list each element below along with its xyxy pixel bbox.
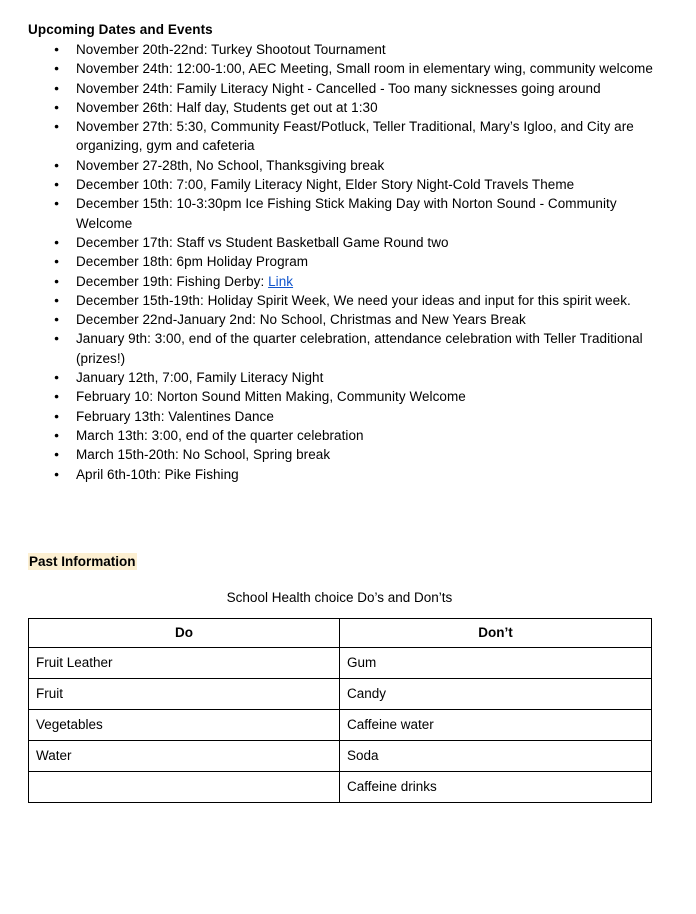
event-list-item xyxy=(28,291,668,310)
event-text: April 6th-10th: Pike Fishing xyxy=(76,466,239,482)
event-list-item xyxy=(28,465,668,484)
table-cell-do: Water xyxy=(29,740,340,771)
event-text: February 13th: Valentines Dance xyxy=(76,408,274,424)
table-header-row xyxy=(29,618,652,647)
event-text: November 24th: Family Literacy Night - Cancelled - Too many sicknesses going around xyxy=(76,80,601,96)
event-list-item xyxy=(28,194,668,233)
table-header-do: Do xyxy=(29,618,340,647)
event-list-item xyxy=(28,252,668,271)
fishing-derby-link[interactable]: Link xyxy=(268,273,294,289)
event-text: November 24th: 12:00-1:00, AEC Meeting, Small room in elementary wing, community welcome xyxy=(76,61,653,77)
past-information-heading-text: Past Information xyxy=(29,553,136,569)
event-list-item xyxy=(28,175,668,194)
event-list-item xyxy=(28,59,668,78)
event-text: December 15th: 10-3:30pm Ice Fishing Stick Making Day with Norton Sound - Community Welcome xyxy=(76,196,617,231)
event-text: December 15th-19th: Holiday Spirit Week, We need your ideas and input for this spirit week. xyxy=(76,292,631,308)
table-header-dont: Don’t xyxy=(340,618,652,647)
event-list-item xyxy=(28,40,668,59)
table-row xyxy=(29,740,652,771)
event-list-item xyxy=(28,98,668,117)
upcoming-events-list xyxy=(28,40,668,484)
table-cell-dont: Caffeine drinks xyxy=(340,771,652,802)
event-text: March 13th: 3:00, end of the quarter celebration xyxy=(76,427,364,443)
event-text: January 9th: 3:00, end of the quarter celebration, attendance celebration with Teller Traditional (prizes!) xyxy=(76,331,643,366)
event-text: November 26th: Half day, Students get out at 1:30 xyxy=(76,99,378,115)
event-list-item xyxy=(28,272,668,291)
event-list-item xyxy=(28,310,668,329)
event-list-item xyxy=(28,387,668,406)
event-text: December 18th: 6pm Holiday Program xyxy=(76,254,309,270)
table-caption: School Health choice Do’s and Don’ts xyxy=(226,589,453,605)
table-cell-do: Vegetables xyxy=(29,709,340,740)
event-list-item xyxy=(28,445,668,464)
do-dont-table xyxy=(28,618,652,803)
event-list-item xyxy=(28,329,668,368)
event-text: December 10th: 7:00, Family Literacy Night, Elder Story Night-Cold Travels Theme xyxy=(76,177,575,193)
table-cell-dont: Caffeine water xyxy=(340,709,652,740)
event-text: January 12th, 7:00, Family Literacy Night xyxy=(76,370,324,386)
event-text: March 15th-20th: No School, Spring break xyxy=(76,447,331,463)
table-cell-dont: Gum xyxy=(340,647,652,678)
past-information-heading xyxy=(28,552,668,571)
section-spacer xyxy=(28,484,668,552)
event-text: November 27-28th, No School, Thanksgiving break xyxy=(76,157,385,173)
table-cell-do xyxy=(29,771,340,802)
event-list-item xyxy=(28,79,668,98)
table-cell-dont: Soda xyxy=(340,740,652,771)
event-text: November 27th: 5:30, Community Feast/Potluck, Teller Traditional, Mary’s Igloo, and City are organizing, gym and cafeteria xyxy=(76,119,634,154)
event-list-item xyxy=(28,233,668,252)
event-list-item xyxy=(28,426,668,445)
table-cell-dont: Candy xyxy=(340,678,652,709)
event-list-item xyxy=(28,156,668,175)
event-text: December 17th: Staff vs Student Basketball Game Round two xyxy=(76,234,449,250)
table-row xyxy=(29,771,652,802)
event-list-item xyxy=(28,368,668,387)
event-list-item xyxy=(28,407,668,426)
event-text: November 20th-22nd: Turkey Shootout Tournament xyxy=(76,42,386,57)
table-cell-do: Fruit xyxy=(29,678,340,709)
table-row xyxy=(29,678,652,709)
table-row xyxy=(29,647,652,678)
event-text: February 10: Norton Sound Mitten Making, Community Welcome xyxy=(76,389,466,405)
event-text: December 22nd-January 2nd: No School, Christmas and New Years Break xyxy=(76,312,526,328)
event-list-item xyxy=(28,117,668,156)
table-row xyxy=(29,709,652,740)
event-text: December 19th: Fishing Derby: xyxy=(76,273,269,289)
page-title: Upcoming Dates and Events xyxy=(28,22,213,37)
table-cell-do: Fruit Leather xyxy=(29,647,340,678)
